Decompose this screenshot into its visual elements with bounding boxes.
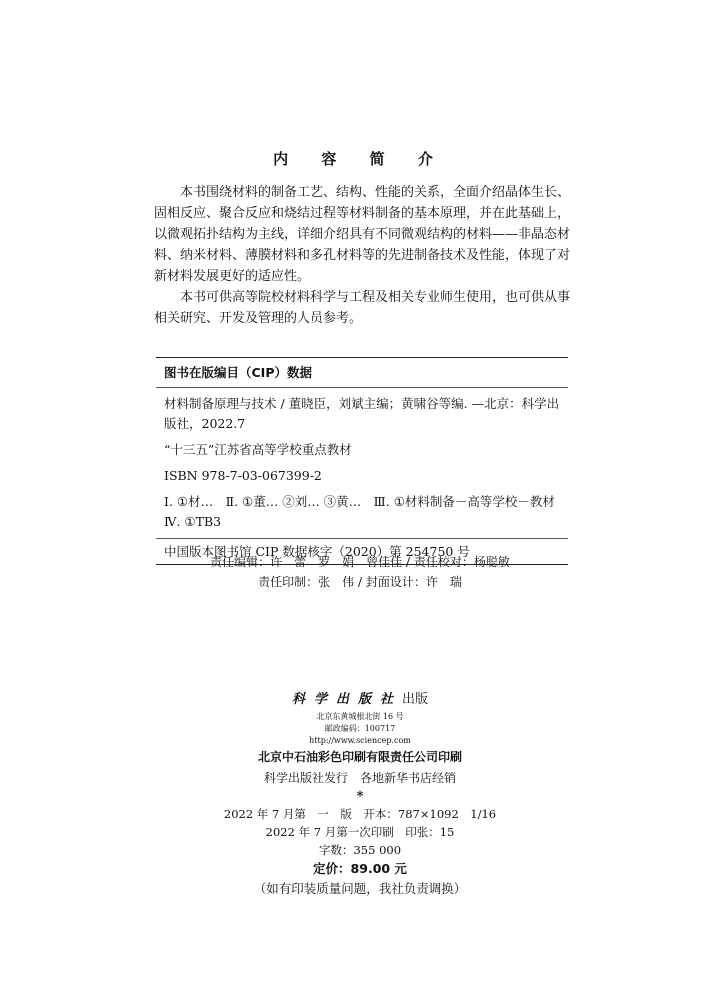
quality-notice: （如有印装质量问题，我社负责调换） <box>253 881 467 896</box>
word-count: 字数：355 000 <box>318 843 402 857</box>
distribution: 科学出版社发行 各地新华书店经销 <box>263 771 456 785</box>
separator-star: * <box>356 789 364 804</box>
publisher-block <box>0 688 720 899</box>
cip-header: 图书在版编目（CIP）数据 <box>164 365 312 380</box>
publisher-line <box>0 688 720 707</box>
publisher-logo: 科学出版社 <box>291 692 402 707</box>
cip-isbn: ISBN 978-7-03-067399-2 <box>164 468 322 483</box>
cip-subjects: Ⅰ. ①材… Ⅱ. ①董… ②刘… ③黄… Ⅲ. ①材料制备－高等学校－教材 Ⅳ. ①TB3 <box>164 494 568 529</box>
editors-line-1: 责任编辑：许 蕾 罗 娟 曾佳佳 / 责任校对：杨聪敏 <box>210 555 510 569</box>
editors-block <box>0 552 720 592</box>
publisher-website: http://www.sciencep.com <box>309 736 411 745</box>
cip-series: “十三五”江苏省高等学校重点教材 <box>164 442 352 457</box>
printer: 北京中石油彩色印刷有限责任公司印刷 <box>257 750 462 764</box>
printing-info: 2022 年 7 月第一次印刷 印张：15 <box>265 825 455 839</box>
introduction <box>154 182 570 329</box>
editors-line-2: 责任印制：张 伟 / 封面设计：许 瑞 <box>258 575 462 589</box>
edition-info: 2022 年 7 月第 一 版 开本：787×1092 1/16 <box>223 807 497 821</box>
price: 定价：89.00 元 <box>313 861 407 876</box>
cip-block <box>156 357 568 565</box>
intro-paragraph-1: 本书围绕材料的制备工艺、结构、性能的关系，全面介绍晶体生长、固相反应、聚合反应和烧结过程等材料制备的基本原理，并在此基础上，以微观拓扑结构为主线，详细介绍具有不同微观结构的材料——非晶态材料、纳米材料、薄膜材料和多孔材料等的先进制备技术及性能，体现了对新材料发展更好的适应性。 <box>154 185 571 284</box>
page-title: 内 容 简 介 <box>273 150 447 168</box>
intro-paragraph-2: 本书可供高等院校材料科学与工程及相关专业师生使用，也可供从事相关研究、开发及管理的人员参考。 <box>154 290 571 326</box>
publisher-suffix: 出版 <box>402 692 429 707</box>
publisher-address: 北京东黄城根北街 16 号 <box>316 712 404 721</box>
cip-entry: 材料制备原理与技术 / 董晓臣，刘斌主编；黄啸谷等编. —北京：科学出版社，2022.7 <box>164 396 560 431</box>
publisher-postcode: 邮政编码：100717 <box>324 724 396 733</box>
cip-record: 中国版本图书馆 CIP 数据核字（2020）第 254750 号 <box>164 544 470 559</box>
cip-body <box>156 388 568 532</box>
